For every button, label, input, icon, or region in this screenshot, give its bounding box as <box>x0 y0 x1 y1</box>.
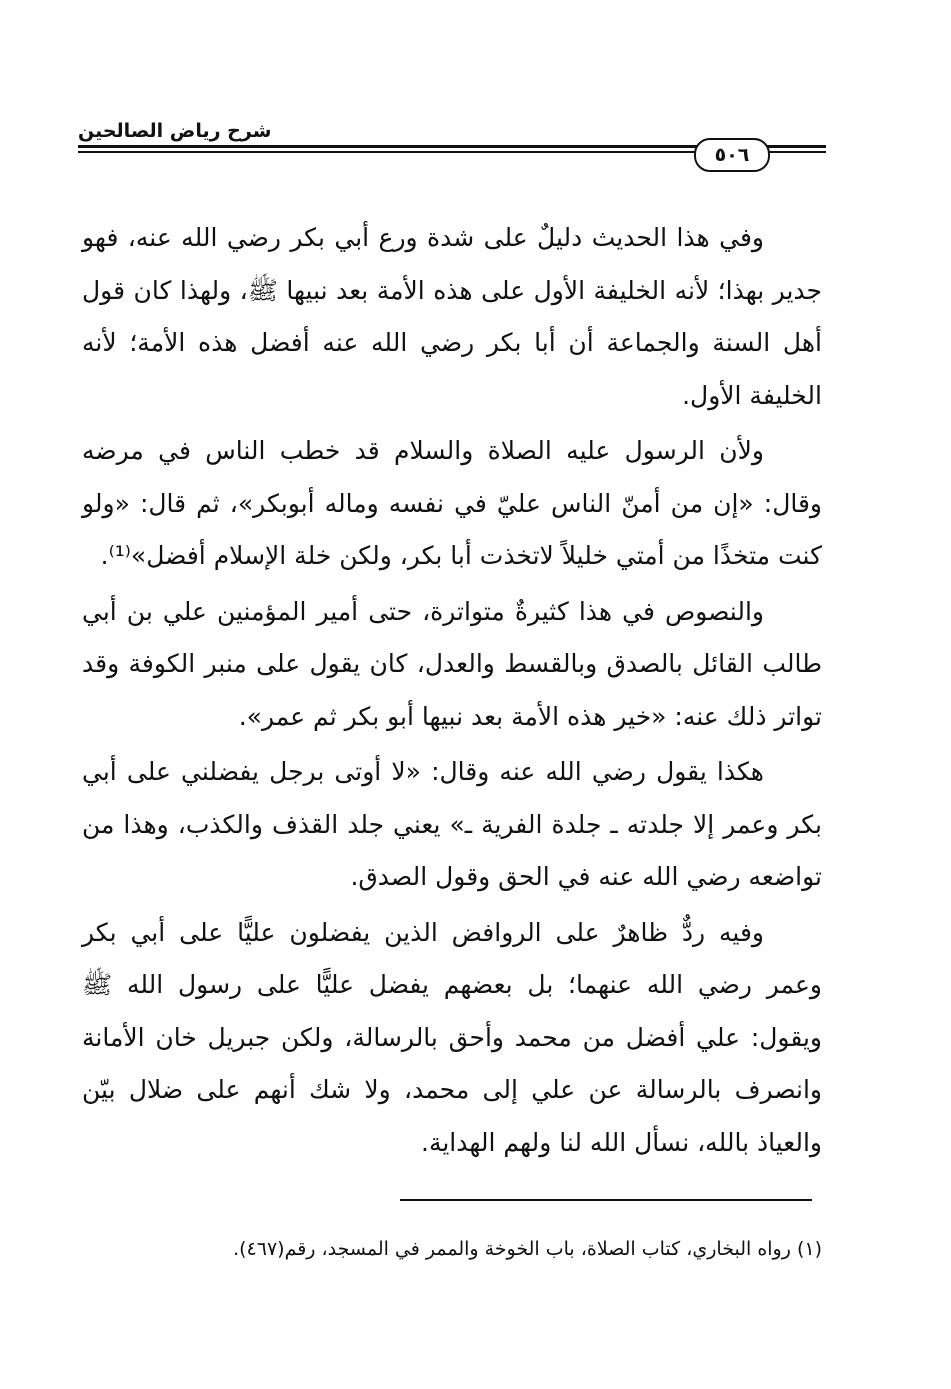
header-rule <box>78 145 698 148</box>
running-header <box>78 118 826 178</box>
footnote: (١) رواه البخاري، كتاب الصلاة، باب الخوخة والممر في المسجد، رقم(٤٦٧). <box>233 1238 822 1260</box>
page-number: ٥٠٦ <box>694 138 770 172</box>
header-rule <box>762 151 826 153</box>
header-rule <box>78 151 698 153</box>
paragraph: ولأن الرسول عليه الصلاة والسلام قد خطب الناس في مرضه وقال: «إن من أمنّ الناس عليّ في نفسه وماله أبوبكر»، ثم قال: «ولو كنت متخذًا من أمتي خليلاً لاتخذت أبا بكر، ولكن خلة الإسلام أفضل»⁽¹⁾. <box>82 436 822 570</box>
paragraph: والنصوص في هذا كثيرةٌ متواترة، حتى أمير المؤمنين علي بن أبي طالب القائل بالصدق وبالقسط والعدل، كان يقول على منبر الكوفة وقد تواتر ذلك عنه: «خير هذه الأمة بعد نبيها أبو بكر ثم عمر». <box>82 596 822 731</box>
paragraph: هكذا يقول رضي الله عنه وقال: «لا أوتى برجل يفضلني على أبي بكر وعمر إلا جلدته ـ جلدة الفرية ـ» يعني جلد القذف والكذب، وهذا من تواضعه رضي الله عنه في الحق وقول الصدق. <box>82 757 822 891</box>
header-rule <box>762 145 826 148</box>
book-title: شرح رياض الصالحين <box>78 120 272 142</box>
paragraph: وفي هذا الحديث دليلٌ على شدة ورع أبي بكر رضي الله عنه، فهو جدير بهذا؛ لأنه الخليفة الأول على هذه الأمة بعد نبيها ﷺ، ولهذا كان قول أهل السنة والجماعة أن أبا بكر رضي الله عنه أفضل هذه الأمة؛ لأنه الخليفة الأول. <box>82 223 822 410</box>
paragraph: وفيه ردٌّ ظاهرٌ على الروافض الذين يفضلون عليًّا على أبي بكر وعمر رضي الله عنهما؛ بل بعضهم يفضل عليًّا على رسول الله ﷺ ويقول: علي أفضل من محمد وأحق بالرسالة، ولكن جبريل خان الأمانة وانصرف بالرسالة عن علي إلى محمد، ولا شك أنهم على ضلال بيّن والعياذ بالله، نسأل الله لنا ولهم الهداية. <box>82 917 822 1157</box>
main-text <box>82 212 822 1169</box>
footnote-divider <box>400 1199 812 1201</box>
